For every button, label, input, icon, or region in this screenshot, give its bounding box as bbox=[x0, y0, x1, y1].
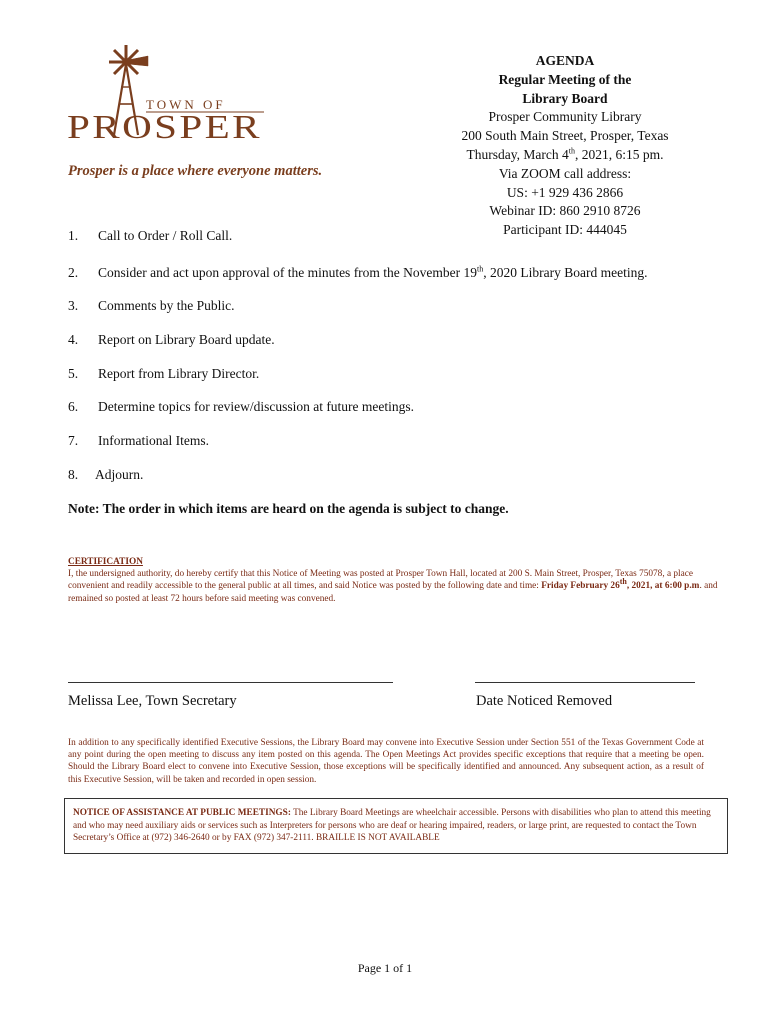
agenda-item: 4. Report on Library Board update. bbox=[68, 332, 275, 347]
agenda-item: 2. Consider and act upon approval of the minutes from the November 19th, 2020 Library Board meeting. bbox=[68, 264, 648, 280]
notice-title: NOTICE OF ASSISTANCE AT PUBLIC MEETINGS: bbox=[73, 808, 291, 818]
agenda-item: 3. Comments by the Public. bbox=[68, 298, 235, 313]
page-number: Page 1 of 1 bbox=[357, 961, 413, 975]
venue: Prosper Community Library bbox=[488, 109, 642, 125]
board-name: Library Board bbox=[522, 90, 608, 106]
webinar-id: Webinar ID: 860 2910 8726 bbox=[489, 203, 641, 219]
certification-body: I, the undersigned authority, do hereby certify that this Notice of Meeting was posted at Prosper Town Hall, located at 200 S. Main Street, Prosper, Texas 75078, a place convenient and readily accessible to the general public at all times, and said Notice was posted by the following date and time: Friday February 26th, 2021, at 6:00 p.m. and remained so posted at least 72 hours before said meeting was convened. bbox=[68, 569, 718, 604]
notice-body: The Library Board Meetings are wheelchair accessible. Persons with disabilities who plan to attend this meeting and who may need auxiliary aids or services such as Interpreters for persons who are deaf or hearing impaired, readers, or large print, are requested to contact the Town Secretary’s Office at (972) 346-2640 or by FAX (972) 347-2111. BRAILLE IS NOT AVAILABLE bbox=[73, 808, 711, 844]
notice-of-assistance bbox=[64, 798, 728, 854]
address: 200 South Main Street, Prosper, Texas bbox=[461, 128, 669, 144]
logo-prosper: PROSPER bbox=[67, 109, 262, 146]
meeting-type: Regular Meeting of the bbox=[498, 71, 632, 87]
executive-session-paragraph: In addition to any specifically identified Executive Sessions, the Library Board may convene into Executive Session under Section 551 of the Texas Government Code at any point during the open meeting to discuss any item posted on this agenda. The Open Meetings Act provides specific exceptions that require that a meeting be open. Should the Library Board elect to convene into Executive Session, those exceptions will be specifically identified and announced. Any subsequent action, as a result of this Executive Session, will be taken and recorded in open session. bbox=[68, 738, 704, 785]
meeting-date: Thursday, March 4th, 2021, 6:15 pm. bbox=[466, 146, 664, 162]
signature-line bbox=[68, 682, 393, 683]
agenda-item: 7. Informational Items. bbox=[68, 433, 209, 448]
agenda-item: 1. Call to Order / Roll Call. bbox=[68, 228, 233, 243]
zoom-label: Via ZOOM call address: bbox=[498, 165, 632, 181]
certification-title: CERTIFICATION bbox=[68, 557, 143, 567]
agenda-title: AGENDA bbox=[535, 53, 595, 68]
town-of-prosper-logo bbox=[64, 42, 270, 146]
agenda-header bbox=[430, 52, 700, 240]
participant-id: Participant ID: 444045 bbox=[503, 222, 627, 238]
agenda-item: 6. Determine topics for review/discussion at future meetings. bbox=[68, 399, 415, 414]
certification bbox=[68, 556, 728, 605]
zoom-phone: US: +1 929 436 2866 bbox=[506, 184, 624, 200]
date-removed-line bbox=[475, 682, 695, 683]
date-noticed-removed: Date Noticed Removed bbox=[476, 693, 613, 709]
tagline: Prosper is a place where everyone matters. bbox=[68, 163, 323, 179]
agenda-item: 8. Adjourn. bbox=[68, 467, 144, 482]
town-secretary-signature: Melissa Lee, Town Secretary bbox=[68, 693, 237, 709]
agenda-item: 5. Report from Library Director. bbox=[68, 366, 260, 381]
logo-town-of: TOWN OF bbox=[146, 97, 226, 112]
agenda-note: Note: The order in which items are heard on the agenda is subject to change. bbox=[68, 501, 509, 516]
